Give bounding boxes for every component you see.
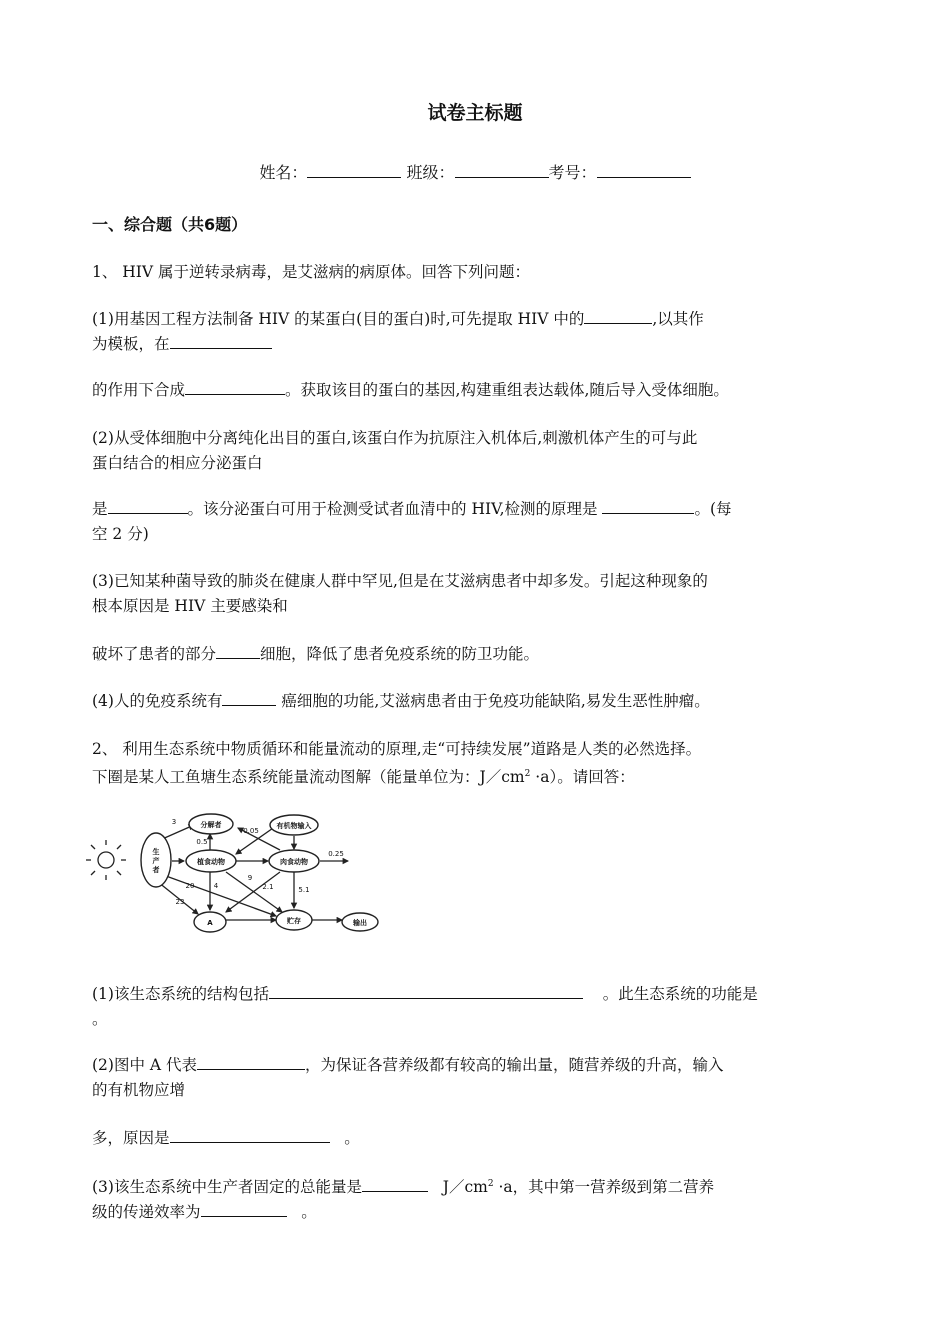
label-storage: 贮存 bbox=[287, 917, 301, 925]
value-3: 3 bbox=[171, 818, 177, 826]
value-23: 23 bbox=[175, 898, 185, 906]
q2-p2-text-b: ，为保证各营养级都有较高的输出量，随营养级的升高，输入 bbox=[305, 1056, 724, 1074]
q1-stem bbox=[92, 260, 862, 285]
label-output: 输出 bbox=[353, 919, 367, 927]
value-0.05: 0.05 bbox=[243, 827, 259, 835]
label-carnivore: 肉食动物 bbox=[280, 858, 308, 866]
value-0.5: 0.5 bbox=[196, 838, 208, 846]
q2-blank-2[interactable] bbox=[197, 1054, 305, 1071]
q2-part2 bbox=[92, 1053, 862, 1103]
student-info-line bbox=[0, 160, 950, 183]
q2-p4-text-a: (3)该生态系统中生产者固定的总能量是 bbox=[92, 1178, 362, 1197]
label-a: A bbox=[207, 919, 213, 927]
q1-p2-text-b: 。获取该目的蛋白的基因,构建重组表达载体,随后导入受体细胞。 bbox=[285, 381, 729, 399]
label-producer-2: 产 bbox=[152, 857, 160, 865]
section-heading: 一、综合题（共6题） bbox=[92, 215, 248, 234]
q1-blank-2[interactable] bbox=[170, 333, 272, 350]
q1-p5-text-b: 根本原因是 HIV 主要感染和 bbox=[92, 597, 288, 615]
q2-p3-text-b: 。 bbox=[344, 1129, 360, 1147]
q2-p4-text-d: 级的传递效率为 bbox=[92, 1203, 201, 1222]
q1-blank-4[interactable] bbox=[108, 498, 188, 515]
value-5.1: 5.1 bbox=[298, 886, 310, 894]
q1-p7-text-b: 癌细胞的功能,艾滋病患者由于免疫功能缺陷,易发生恶性肿瘤。 bbox=[281, 692, 710, 710]
q1-blank-1[interactable] bbox=[584, 308, 652, 325]
value-9: 9 bbox=[247, 874, 253, 882]
q2-stem-text-c: ·a）。请回答： bbox=[530, 768, 635, 787]
q1-p6-text-a: 破坏了患者的部分 bbox=[92, 645, 217, 663]
q1-p1-text-b: ,以其作 bbox=[652, 310, 704, 328]
q1-part1-cont bbox=[92, 378, 862, 403]
label-producer-1: 生 bbox=[152, 848, 160, 856]
q2-stem bbox=[92, 737, 862, 790]
q2-part3 bbox=[92, 1172, 862, 1225]
q1-part3-cont bbox=[92, 642, 862, 667]
label-organic-input: 有机物输入 bbox=[276, 822, 312, 830]
id-label: 考号： bbox=[548, 163, 597, 182]
q1-p3-text-b: 蛋白结合的相应分泌蛋白 bbox=[92, 454, 263, 472]
q2-p2-text-a: (2)图中 A 代表 bbox=[92, 1056, 198, 1074]
q1-blank-6[interactable] bbox=[216, 643, 260, 660]
q1-p2-text-a: 的作用下合成 bbox=[92, 381, 186, 399]
q1-p4-text-b: 。该分泌蛋白可用于检测受试者血清中的 HIV,检测的原理是 bbox=[187, 500, 598, 518]
label-producer-3: 者 bbox=[152, 866, 160, 874]
q1-part1 bbox=[92, 307, 862, 357]
value-2.1: 2.1 bbox=[262, 883, 274, 891]
name-label: 姓名： bbox=[259, 163, 308, 182]
q2-stem-text-b: 下圈是某人工鱼塘生态系统能量流动图解（能量单位为：J／cm bbox=[92, 768, 525, 787]
id-blank[interactable] bbox=[597, 161, 691, 178]
q1-part4 bbox=[92, 689, 862, 714]
q2-blank-4[interactable] bbox=[362, 1176, 428, 1193]
q2-blank-5[interactable] bbox=[201, 1201, 287, 1218]
energy-flow-diagram bbox=[86, 800, 386, 942]
q2-blank-3[interactable] bbox=[170, 1127, 330, 1144]
page-title: 试卷主标题 bbox=[427, 102, 523, 124]
q1-p7-text-a: (4)人的免疫系统有 bbox=[92, 692, 223, 710]
q1-p1-text-c: 为模板，在 bbox=[92, 335, 170, 353]
q1-p3-text-a: (2)从受体细胞中分离纯化出目的蛋白,该蛋白作为抗原注入机体后,刺激机体产生的可与此 bbox=[92, 429, 698, 447]
q2-part1 bbox=[92, 982, 862, 1032]
q1-p5-text-a: (3)已知某种菌导致的肺炎在健康人群中罕见,但是在艾滋病患者中却多发。引起这种现象的 bbox=[92, 572, 708, 590]
q1-p6-text-b: 细胞，降低了患者免疫系统的防卫功能。 bbox=[260, 645, 540, 663]
q1-blank-5[interactable] bbox=[602, 498, 694, 515]
q2-stem-text-a: 2、 利用生态系统中物质循环和能量流动的原理,走“可持续发展”道路是人类的必然选择。 bbox=[92, 740, 702, 758]
q1-p1-text-a: (1)用基因工程方法制备 HIV 的某蛋白(目的蛋白)时,可先提取 HIV 中的 bbox=[92, 310, 585, 328]
value-0.25: 0.25 bbox=[328, 850, 344, 858]
label-decomposer: 分解者 bbox=[200, 821, 222, 829]
q2-p1-text-b: 。此生态系统的功能是 bbox=[602, 985, 758, 1003]
q2-blank-1[interactable] bbox=[269, 983, 583, 1000]
q1-blank-7[interactable] bbox=[222, 690, 276, 707]
q2-p4-sup: 2 bbox=[487, 1179, 494, 1189]
q1-part2-cont bbox=[92, 497, 862, 547]
sun-icon bbox=[86, 840, 126, 880]
q1-stem-text: 1、 HIV 属于逆转录病毒，是艾滋病的病原体。回答下列问题： bbox=[92, 263, 531, 281]
q2-p1-text-c: 。 bbox=[92, 1010, 108, 1028]
q2-p3-text-a: 多，原因是 bbox=[92, 1129, 170, 1147]
class-blank[interactable] bbox=[455, 161, 549, 178]
q2-p2-text-c: 的有机物应增 bbox=[92, 1081, 186, 1099]
name-blank[interactable] bbox=[307, 161, 401, 178]
q2-p1-text-a: (1)该生态系统的结构包括 bbox=[92, 985, 269, 1003]
class-label: 班级： bbox=[406, 163, 455, 182]
q1-p4-text-a: 是 bbox=[92, 500, 108, 518]
value-20: 20 bbox=[185, 882, 195, 890]
q1-p4-text-d: 空 2 分) bbox=[92, 525, 149, 543]
q2-p4-text-e: 。 bbox=[301, 1203, 317, 1222]
label-herbivore: 植食动物 bbox=[197, 858, 225, 866]
q2-stem-sup: 2 bbox=[524, 769, 531, 779]
q1-blank-3[interactable] bbox=[185, 379, 285, 396]
q1-p4-text-c: 。(每 bbox=[694, 500, 732, 518]
q2-p4-text-c: ·a，其中第一营养级到第二营养 bbox=[493, 1178, 715, 1197]
q2-p4-text-b: J／cm bbox=[442, 1178, 488, 1197]
q1-part2 bbox=[92, 426, 862, 476]
q2-part2-cont bbox=[92, 1126, 862, 1151]
value-4: 4 bbox=[213, 882, 219, 890]
q1-part3 bbox=[92, 569, 862, 619]
